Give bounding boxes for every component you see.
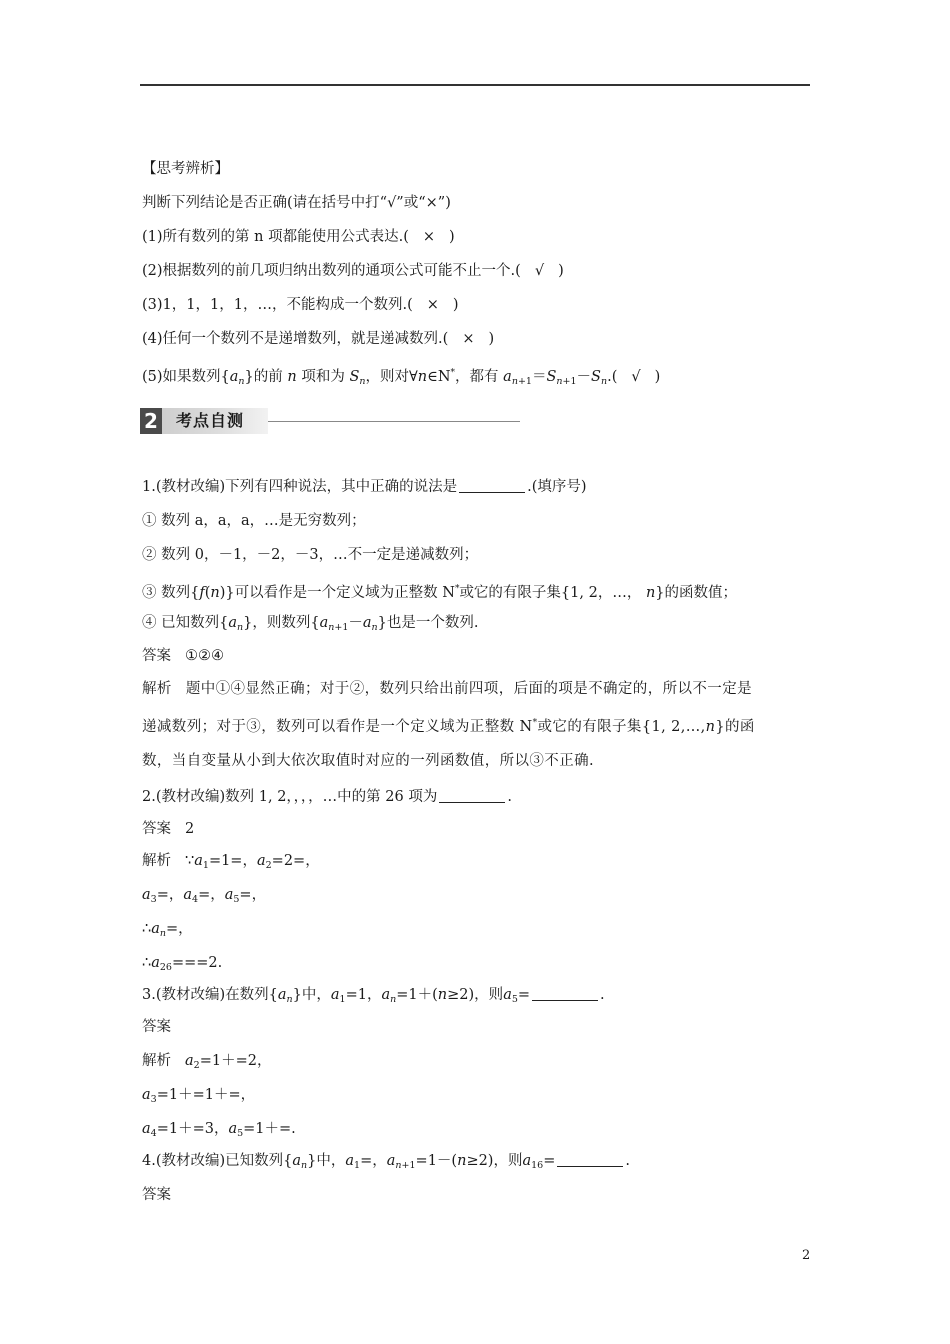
thinking-instruction: 判断下列结论是否正确(请在括号中打“√”或“×”) [142,195,451,211]
q4-blank [557,1152,623,1167]
judgement-item-2: (2)根据数列的前几项归纳出数列的通项公式可能不止一个.( √ ) [142,263,564,279]
q2-blank [439,788,505,803]
section-rule [268,421,520,422]
q1-option-1: ① 数列 a，a，a，…是无穷数列； [142,513,366,529]
q3-analysis-line-3: $a_4=1+=3$，$a_5=1+=$. [142,1121,296,1139]
q3-blank [532,986,598,1001]
q3-answer: 答案 [142,1019,171,1035]
q1-analysis-line-2: 递减数列；对于③，数列可以看作是一个定义域为正整数 N*或它的有限子集{1, 2,…,n}的函 [142,718,755,735]
section-number: 2 [140,408,162,434]
q1-analysis-line-3: 数，当自变量从小到大依次取值时对应的一列函数值，所以③不正确. [142,753,595,769]
q2-analysis-line-2: $a_3=$，$a_4=$，$a_5=$， [142,887,267,905]
judgement-item-3: (3)1，1，1，1，…，不能构成一个数列.( × ) [142,297,459,313]
judgement-answer-4: × [462,331,475,347]
judgement-item-1: (1)所有数列的第 n 项都能使用公式表达.( × ) [142,229,455,245]
q4-answer: 答案 [142,1187,171,1203]
judgement-answer-3: × [426,297,439,313]
q2-analysis-line-1: 解析 $\because a_1=1=$，$a_2=2=$， [142,853,320,871]
thinking-heading: 【思考辨析】 [142,161,229,177]
q1-stem: 1.(教材改编)下列有四种说法，其中正确的说法是 .(填序号) [142,479,587,495]
section-header [140,408,520,434]
judgement-answer-1: × [422,229,436,245]
q2-analysis-line-3: $\therefore a_n=$， [142,921,193,939]
header-rule [140,84,810,86]
judgement-item-5: (5)如果数列$\{a_n\}$的前 n 项和为 $S_n$，则对∀n∈N*，都有 $a_{n+1}=S_{n+1}-S_n$.( √ ) [142,368,661,387]
q2-stem: 2.(教材改编)数列 1, 2，，，，…中的第 26 项为 . [142,789,512,805]
q4-stem: 4.(教材改编)已知数列$\{a_n\}$中，$a_1=$，$a_{n+1}=1-(n\ge 2)$，则$a_{16}=$ . [142,1153,630,1171]
q1-option-4: ④ 已知数列$\{a_n\}$，则数列$\{a_{n+1}-a_n\}$也是一个数列. [142,615,479,633]
q1-analysis-line-1: 解析 题中①④显然正确；对于②，数列只给出前四项，后面的项是不确定的，所以不一定是 [142,681,753,697]
q3-stem: 3.(教材改编)在数列$\{a_n\}$中，$a_1=1$，$a_n=1+(n\ge 2)$，则$a_5=$ . [142,987,605,1005]
judgement-item-4: (4)任何一个数列不是递增数列，就是递减数列.( × ) [142,331,495,347]
q2-answer: 答案 2 [142,821,195,837]
judgement-answer-2: √ [534,263,545,279]
judgement-answer-5: √ [631,369,641,385]
q1-option-2: ② 数列 0，－1，－2，－3，…不一定是递减数列； [142,547,479,563]
q2-analysis-line-4: $\therefore a_{26}===2$. [142,955,223,973]
section-title: 考点自测 [176,411,245,430]
q3-analysis-line-2: $a_3=1+=1+=$， [142,1087,256,1105]
q3-analysis-line-1: 解析 $a_2=1+=2$， [142,1053,272,1071]
page-number: 2 [802,1248,811,1263]
q1-blank [459,478,525,493]
q1-answer: 答案 ①②④ [142,648,224,664]
q1-option-3: ③ 数列{f(n)}可以看作是一个定义域为正整数 N*或它的有限子集{1, 2，…， n}的函数值； [142,584,738,601]
